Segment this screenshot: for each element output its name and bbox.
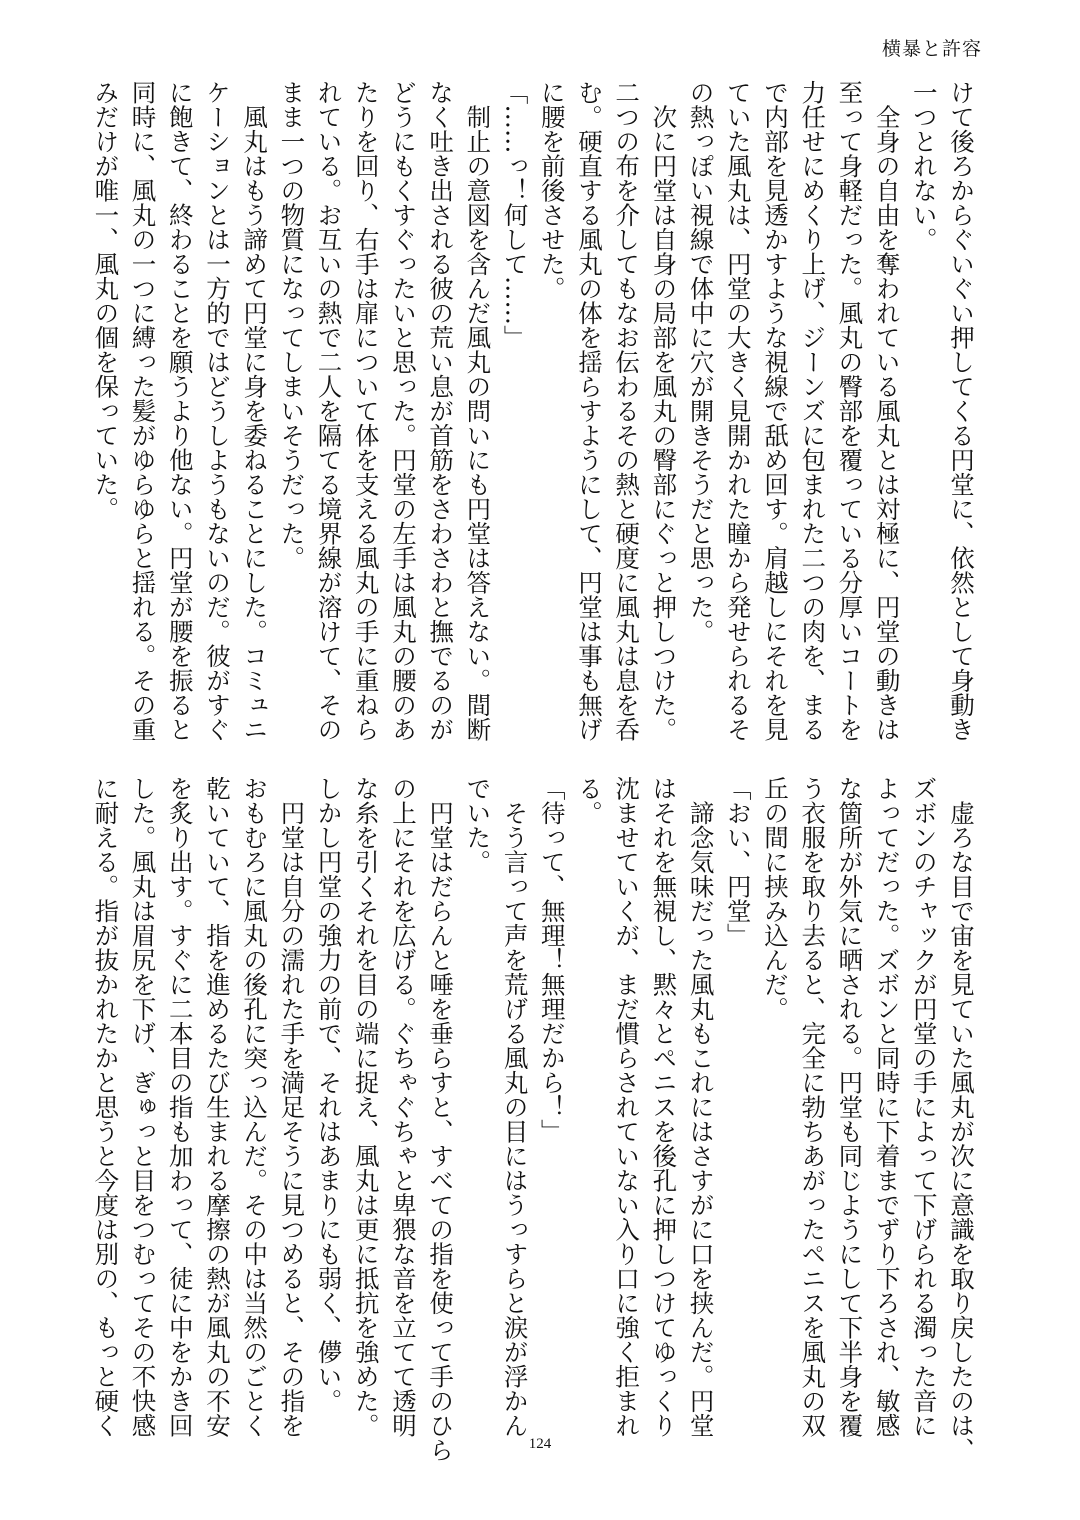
text-column: 同時に、風丸の一つに縛った髪がゆらゆらと揺れる。その重 <box>128 80 158 742</box>
text-column: よってだった。ズボンと同時に下着までずり下ろされ、敏感 <box>872 776 902 1438</box>
text-column: の熱っぽい視線で体中に穴が開きそうだと思った。 <box>686 80 716 644</box>
text-column: 諦念気味だった風丸もこれにはさすがに口を挟んだ。円堂 <box>686 776 716 1438</box>
text-column: に耐える。指が抜かれたかと思うと今度は別の、もっと硬く <box>91 776 121 1438</box>
text-column: しかし円堂の強力の前で、それはあまりにも弱く、儚い。 <box>314 776 344 1413</box>
text-column: 「待って、無理！無理だから！」 <box>537 776 567 1144</box>
text-column: 全身の自由を奪われている風丸とは対極に、円堂の動きは <box>872 80 902 742</box>
text-column: れている。お互いの熱で二人を隔てる境界線が溶けて、その <box>314 80 344 742</box>
text-column: 「おい、円堂」 <box>723 776 753 948</box>
text-column: 円堂はだらんと唾を垂らすと、すべての指を使って手のひら <box>426 776 456 1462</box>
text-column: はそれを無視し、黙々とペニスを後孔に押しつけてゆっくり <box>649 776 679 1438</box>
text-column: 乾いていて、指を進めるたび生まれる摩擦の熱が風丸の不安 <box>202 776 232 1438</box>
text-column: みだけが唯一、風丸の個を保っていた。 <box>91 80 121 521</box>
text-column: 一つとれない。 <box>909 80 939 252</box>
text-block-upper <box>87 80 980 780</box>
text-column: 丘の間に挟み込んだ。 <box>760 776 790 1021</box>
text-column: 制止の意図を含んだ風丸の問いにも円堂は答えない。間断 <box>463 80 493 742</box>
text-column: おもむろに風丸の後孔に突っ込んだ。その中は当然のごとく <box>240 776 270 1438</box>
text-column: る。 <box>574 776 604 825</box>
page-number: 124 <box>528 1436 552 1452</box>
text-column: の上にそれを広げる。ぐちゃぐちゃと卑猥な音を立てて透明 <box>388 776 418 1438</box>
text-column: けて後ろからぐいぐい押してくる円堂に、依然として身動き <box>947 80 976 742</box>
text-column: 力任せにめくり上げ、ジーンズに包まれた二つの肉を、まる <box>798 80 828 742</box>
text-column: 至って身軽だった。風丸の臀部を覆っている分厚いコートを <box>835 80 865 742</box>
text-column: 次に円堂は自身の局部を風丸の臀部にぐっと押しつけた。 <box>649 80 679 742</box>
text-column: なく吐き出される彼の荒い息が首筋をさわさわと撫でるのが <box>426 80 456 742</box>
text-column: な糸を引くそれを目の端に捉え、風丸は更に抵抗を強めた。 <box>351 776 381 1438</box>
text-column: で内部を見透かすような視線で舐め回す。肩越しにそれを見 <box>760 80 790 742</box>
text-column: 「……っ！何して……」 <box>500 80 530 350</box>
text-column: たりを回り、右手は扉について体を支える風丸の手に重ねら <box>351 80 381 742</box>
running-header-title: 横暴と許容 <box>881 38 982 60</box>
text-column: む。硬直する風丸の体を揺らすようにして、円堂は事も無げ <box>574 80 604 742</box>
text-column: でいた。 <box>463 776 493 874</box>
text-column: を炙り出す。すぐに二本目の指も加わって、徒に中をかき回 <box>165 776 195 1438</box>
text-column: そう言って声を荒げる風丸の目にはうっすらと涙が浮かん <box>500 776 530 1438</box>
text-column: ていた風丸は、円堂の大きく見開かれた瞳から発せられるそ <box>723 80 753 742</box>
text-column: 沈ませていくが、まだ慣らされていない入り口に強く拒まれ <box>612 776 642 1438</box>
text-column: 風丸はもう諦めて円堂に身を委ねることにした。コミュニ <box>240 80 270 742</box>
text-column: に腰を前後させた。 <box>537 80 567 301</box>
text-column: な箇所が外気に晒される。円堂も同じようにして下半身を覆 <box>835 776 865 1438</box>
text-column: ケーションとは一方的ではどうしようもないのだ。彼がすぐ <box>202 80 232 742</box>
text-column: 円堂は自分の濡れた手を満足そうに見つめると、その指を <box>277 776 307 1438</box>
text-block-lower <box>87 776 980 1476</box>
text-column: う衣服を取り去ると、完全に勃ちあがったペニスを風丸の双 <box>798 776 828 1438</box>
text-column: 虚ろな目で宙を見ていた風丸が次に意識を取り戻したのは、 <box>947 776 976 1462</box>
text-column: 二つの布を介してもなお伝わるその熱と硬度に風丸は息を呑 <box>612 80 642 742</box>
text-column: まま一つの物質になってしまいそうだった。 <box>277 80 307 570</box>
text-column: に飽きて、終わることを願うより他ない。円堂が腰を振ると <box>165 80 195 742</box>
text-column: ズボンのチャックが円堂の手によって下げられる濁った音に <box>909 776 939 1438</box>
text-column: どうにもくすぐったいと思った。円堂の左手は風丸の腰のあ <box>388 80 418 742</box>
text-column: した。風丸は眉尻を下げ、ぎゅっと目をつむってその不快感 <box>128 776 158 1438</box>
